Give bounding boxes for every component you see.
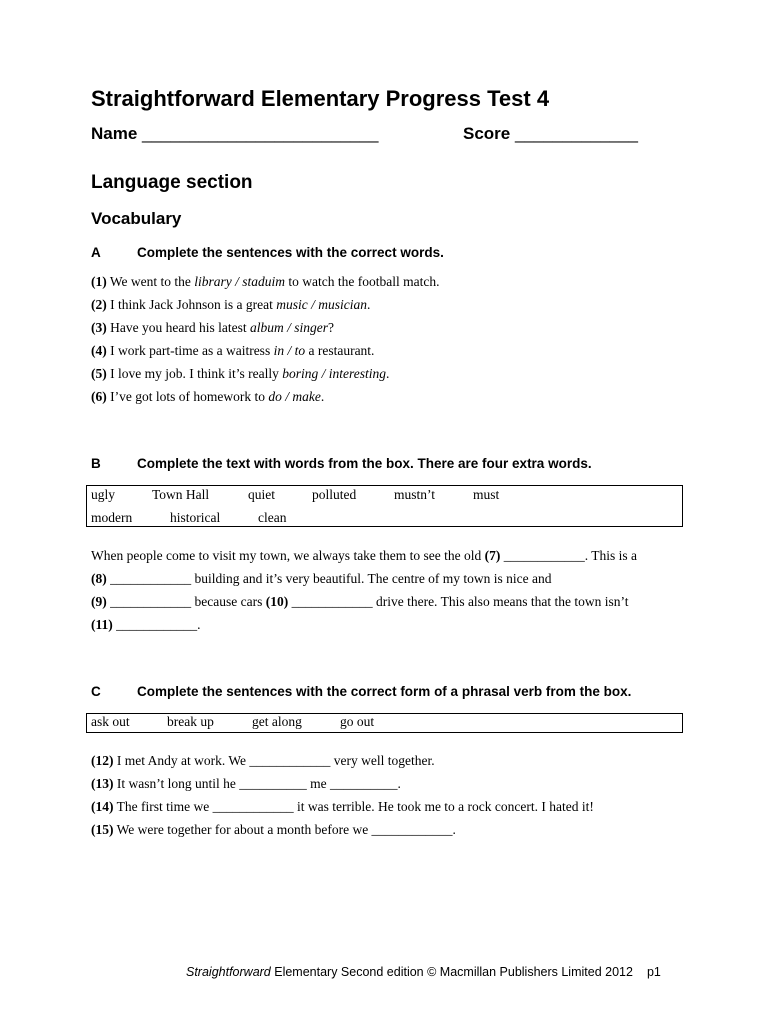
exercise-c-item-13	[91, 776, 401, 792]
item-number: (2)	[91, 297, 107, 312]
item-number: (4)	[91, 343, 107, 358]
exercise-letter: B	[91, 456, 101, 471]
box-word: quiet	[248, 487, 275, 502]
subsection-heading: Vocabulary	[91, 209, 182, 228]
exercise-b-text-line-4	[91, 617, 201, 633]
word-box-row	[87, 487, 682, 509]
exercise-b-text-line-2	[91, 571, 552, 587]
item-text: I think Jack Johnson is a great	[106, 297, 277, 312]
item-number: (3)	[91, 320, 107, 335]
exercise-c-item-15	[91, 822, 456, 838]
exercise-c-item-12	[91, 753, 435, 769]
item-number: (13)	[91, 776, 114, 791]
item-text: I met Andy at work. We ____________ very well together.	[113, 753, 435, 768]
text-segment: ____________ drive there. This also means that the town isn’t	[288, 594, 629, 609]
item-options: music / musician	[276, 297, 367, 312]
item-text: We went to the	[106, 274, 195, 289]
item-options: album / singer	[249, 320, 328, 335]
score-field-row	[463, 124, 638, 144]
exercise-a-item-3	[91, 320, 334, 336]
item-options: library / staduim	[194, 274, 286, 289]
text-segment: When people come to visit my town, we always take them to see the old	[91, 548, 485, 563]
score-label: Score	[463, 124, 511, 143]
item-text: It wasn’t long until he __________ me __________.	[113, 776, 401, 791]
item-number: (9)	[91, 594, 107, 609]
box-word: ask out	[91, 714, 130, 729]
score-blank: _____________	[514, 124, 638, 143]
exercise-letter: A	[91, 245, 101, 260]
page-title: Straightforward Elementary Progress Test 4	[91, 86, 550, 111]
item-options: boring / interesting	[282, 366, 386, 381]
item-number: (12)	[91, 753, 114, 768]
item-number: (15)	[91, 822, 114, 837]
exercise-c-heading	[91, 684, 731, 702]
box-word: polluted	[312, 487, 357, 502]
exercise-c-item-14	[91, 799, 594, 815]
box-word: must	[473, 487, 500, 502]
item-number: (7)	[484, 548, 501, 563]
item-text: .	[366, 297, 371, 312]
exercise-instruction: Complete the sentences with the correct form of a phrasal verb from the box.	[137, 684, 632, 699]
box-word: historical	[170, 510, 221, 525]
exercise-a-item-4	[91, 343, 374, 359]
exercise-b-text-line-1	[91, 548, 637, 564]
item-text: to watch the football match.	[285, 274, 440, 289]
box-word: ugly	[91, 487, 116, 502]
item-text: I’ve got lots of homework to	[106, 389, 269, 404]
box-word: Town Hall	[152, 487, 210, 502]
item-number: (1)	[91, 274, 107, 289]
item-text: a restaurant.	[305, 343, 375, 358]
exercise-a-heading	[91, 245, 691, 263]
item-number: (6)	[91, 389, 107, 404]
word-box-b	[86, 485, 683, 527]
text-segment: ____________ building and it’s very beautiful. The centre of my town is nice and	[106, 571, 552, 586]
page-footer	[186, 965, 661, 979]
text-segment: ____________ because cars	[106, 594, 266, 609]
name-field-row	[91, 124, 378, 144]
item-text: Have you heard his latest	[106, 320, 250, 335]
exercise-instruction: Complete the sentences with the correct words.	[137, 245, 444, 260]
exercise-a-item-2	[91, 297, 370, 313]
name-blank: _________________________	[142, 124, 379, 143]
name-label: Name	[91, 124, 138, 143]
item-text: .	[385, 366, 390, 381]
item-options: do / make	[268, 389, 321, 404]
word-box-c	[86, 713, 683, 733]
item-text: We were together for about a month before we ____________.	[113, 822, 456, 837]
box-word: get along	[252, 714, 302, 729]
exercise-a-item-5	[91, 366, 389, 382]
text-segment: ____________. This is a	[500, 548, 638, 563]
item-number: (10)	[265, 594, 289, 609]
page-number: p1	[646, 965, 661, 979]
section-heading: Language section	[91, 172, 253, 193]
box-word: break up	[167, 714, 214, 729]
item-number: (11)	[91, 617, 113, 632]
box-word: mustn’t	[394, 487, 436, 502]
item-text: I work part-time as a waitress	[106, 343, 274, 358]
item-number: (5)	[91, 366, 107, 381]
word-box-row	[87, 510, 682, 532]
footer-title: Straightforward	[186, 965, 271, 979]
exercise-instruction: Complete the text with words from the box. There are four extra words.	[137, 456, 592, 471]
box-word: clean	[258, 510, 287, 525]
item-text: .	[320, 389, 325, 404]
exercise-b-heading	[91, 456, 691, 474]
item-number: (14)	[91, 799, 114, 814]
exercise-a-item-6	[91, 389, 324, 405]
item-text: The first time we ____________ it was terrible. He took me to a rock concert. I hated it!	[113, 799, 594, 814]
exercise-a-item-1	[91, 274, 440, 290]
item-text: I love my job. I think it’s really	[106, 366, 283, 381]
footer-copyright: Elementary Second edition © Macmillan Publishers Limited 2012	[270, 965, 633, 979]
box-word: modern	[91, 510, 133, 525]
exercise-b-text-line-3	[91, 594, 629, 610]
item-number: (8)	[91, 571, 107, 586]
box-word: go out	[340, 714, 375, 729]
exercise-letter: C	[91, 684, 101, 699]
item-options: in / to	[273, 343, 306, 358]
item-text: ?	[327, 320, 334, 335]
text-segment: ____________.	[112, 617, 201, 632]
word-box-row	[87, 714, 682, 736]
